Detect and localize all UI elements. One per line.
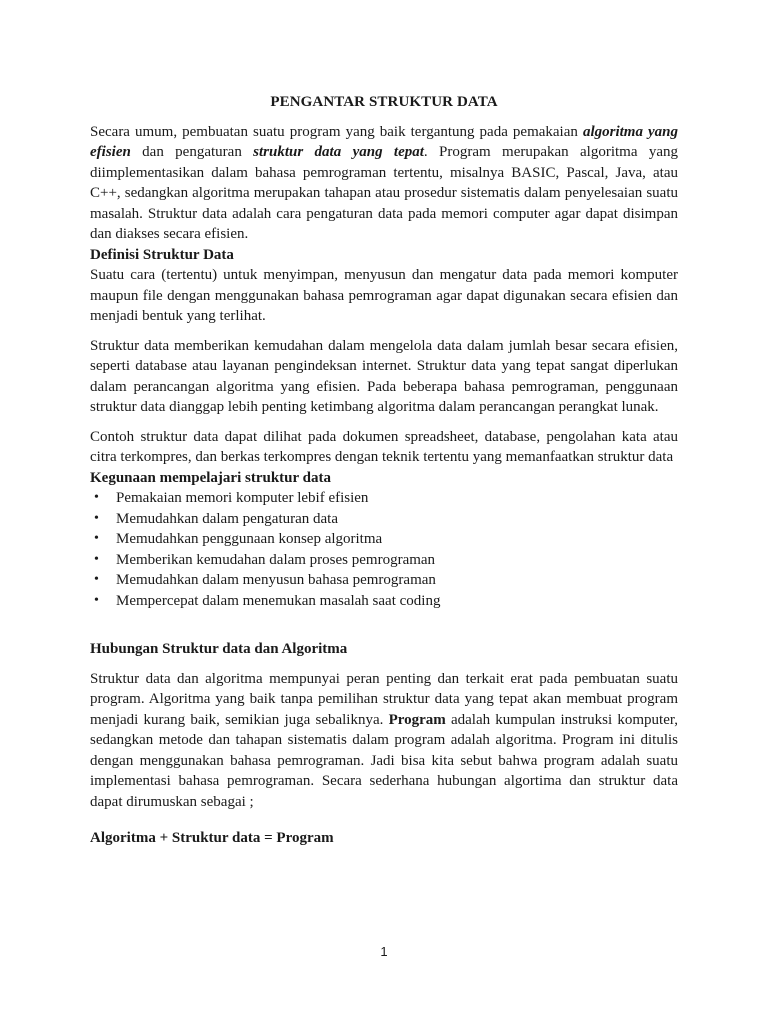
list-item [94, 529, 678, 550]
bullet-icon: • [94, 531, 99, 546]
definisi-paragraph-3: Contoh struktur data dapat dilihat pada dokumen spreadsheet, database, pengolahan kata atau citra terkompres, dan berkas terkompres dengan teknik tertentu yang memanfaatkan struktur data [90, 428, 678, 465]
list-item-text: Pemakaian memori komputer lebif efisien [116, 490, 369, 506]
list-item-text: Mempercepat dalam menemukan masalah saat coding [116, 592, 441, 609]
hubungan-paragraph [90, 669, 678, 813]
intro-text-c: . Program merupakan algoritma yang diimplementasikan dalam bahasa pemrograman tertentu, misalnya BASIC, Pascal, Java, atau C++, sedangkan algoritma merupakan tahapan atau prosedur sistematis dalam penyelesaian suatu masalah. Struktur data adalah cara pengaturan data pada memori computer agar dapat disimpan dan diakses secara efisien. [90, 144, 678, 242]
document-body [90, 92, 678, 849]
hubungan-text-b: adalah kumpulan instruksi komputer, sedangkan metode dan tahapan sistematis dalam program adalah algoritma. Program ini ditulis dengan menggunakan bahasa pemrograman. Jadi bisa kita sebut bahwa program adalah suatu implementasi bahasa pemrograman. Secara sederhana hubungan algortima dan struktur data dapat dirumuskan sebagai ; [90, 711, 678, 810]
intro-paragraph [90, 122, 678, 245]
bullet-icon: • [94, 592, 99, 608]
list-item [94, 591, 678, 612]
intro-emphasis-struktur: struktur data yang tepat [253, 144, 424, 160]
page-number: 1 [380, 944, 388, 959]
bullet-icon: • [94, 510, 99, 526]
intro-emphasis-algoritma: algoritma yang efisien [90, 123, 678, 160]
bullet-icon: • [94, 490, 99, 505]
formula-line: Algoritma + Struktur data = Program [90, 830, 334, 846]
intro-text-b: dan pengaturan [130, 144, 254, 160]
definisi-paragraph-1: Suatu cara (tertentu) untuk menyimpan, menyusun dan mengatur data pada memori komputer maupun file dengan menggunakan bahasa pemrograman agar dapat digunakan secara efisien dan menjadi bentuk yang terlihat. [90, 267, 678, 324]
list-item-text: Memudahkan penggunaan konsep algoritma [116, 531, 383, 547]
list-item-text: Memudahkan dalam menyusun bahasa pemrograman [116, 572, 436, 588]
hubungan-text-a: Struktur data dan algoritma mempunyai peran penting dan terkait erat pada pembuatan suatu program. Algoritma yang baik tanpa pemilihan struktur data yang tepat akan membuat program menjadi kurang baik, semikian juga sebaliknya. [90, 670, 678, 728]
list-item [94, 570, 678, 591]
document-title: PENGANTAR STRUKTUR DATA [270, 94, 498, 110]
hubungan-bold-program: Program [388, 711, 446, 728]
definisi-paragraph-2: Struktur data memberikan kemudahan dalam mengelola data dalam jumlah besar secara efisien, seperti database atau layanan pengindeksan internet. Struktur data yang tepat sangat diperlukan dalam perancangan algoritma yang efisien. Pada beberapa bahasa pemrograman, penggunaan struktur data dianggap lebih penting ketimbang algoritma dalam perancangan perangkat lunak. [90, 337, 678, 415]
list-item-text: Memberikan kemudahan dalam proses pemrograman [116, 551, 436, 568]
list-item [94, 509, 678, 530]
definisi-heading: Definisi Struktur Data [90, 246, 234, 263]
intro-text-a: Secara umum, pembuatan suatu program yang baik tergantung pada pemakaian [90, 123, 583, 140]
hubungan-heading: Hubungan Struktur data dan Algoritma [90, 641, 348, 657]
list-item [94, 550, 678, 571]
bullet-icon: • [94, 551, 99, 567]
list-item [94, 488, 678, 509]
kegunaan-heading: Kegunaan mempelajari struktur data [90, 469, 331, 486]
list-item-text: Memudahkan dalam pengaturan data [116, 510, 338, 527]
kegunaan-list [90, 488, 678, 611]
bullet-icon: • [94, 572, 99, 587]
